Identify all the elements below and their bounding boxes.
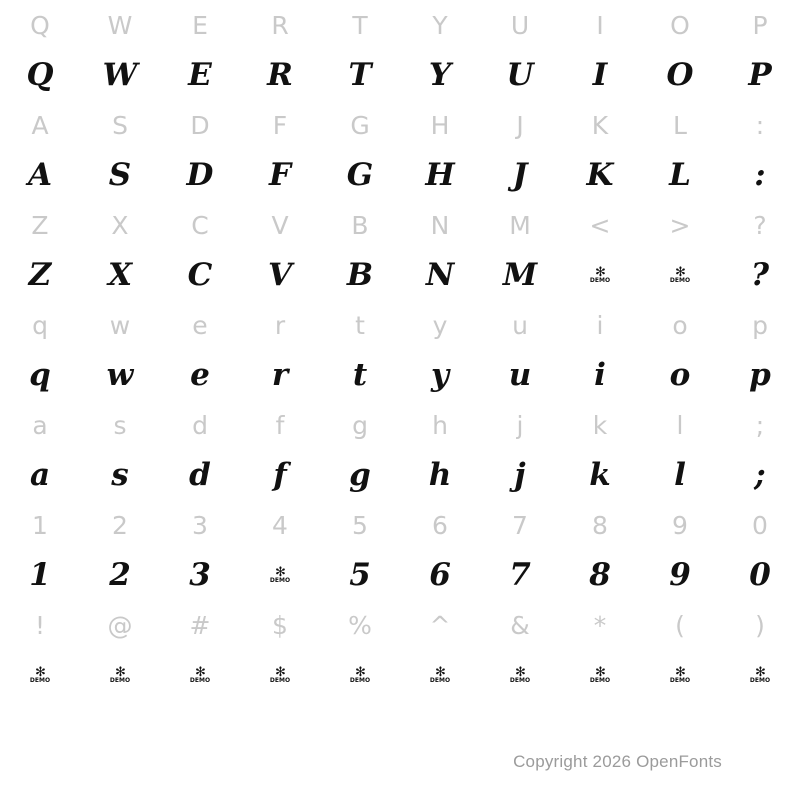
demo-label: DEMO	[349, 677, 371, 684]
key-label: (	[675, 610, 685, 640]
specimen-glyph-row	[0, 446, 800, 504]
flower-demo-icon	[590, 666, 610, 684]
key-label: g	[352, 410, 368, 440]
demo-watermark-glyph	[320, 646, 400, 704]
rendered-glyph: Z	[28, 256, 52, 293]
specimen-row-pair	[0, 4, 800, 104]
specimen-row-pair	[0, 304, 800, 404]
rendered-glyph: Y	[428, 56, 452, 93]
rendered-glyph: W	[102, 56, 138, 93]
key-label: d	[192, 410, 208, 440]
demo-label: DEMO	[749, 677, 771, 684]
specimen-row-pair	[0, 204, 800, 304]
key-label: :	[755, 110, 765, 140]
demo-label: DEMO	[269, 677, 291, 684]
flower-demo-icon	[270, 566, 290, 584]
demo-watermark-glyph	[400, 646, 480, 704]
rendered-glyph: r	[271, 356, 289, 393]
rendered-glyph: w	[106, 356, 134, 393]
specimen-row-pair	[0, 404, 800, 504]
flower-demo-icon	[270, 666, 290, 684]
key-label: f	[275, 410, 285, 440]
rendered-glyph: U	[506, 56, 534, 93]
key-label: 3	[192, 510, 208, 540]
demo-label: DEMO	[669, 677, 691, 684]
rendered-glyph: B	[346, 256, 374, 293]
rendered-glyph: M	[502, 256, 538, 293]
rendered-glyph: l	[674, 456, 686, 493]
key-label: j	[516, 410, 524, 440]
key-label: Z	[31, 210, 49, 240]
rendered-glyph: e	[190, 356, 210, 393]
specimen-glyph-row	[0, 146, 800, 204]
rendered-glyph: T	[348, 56, 372, 93]
rendered-glyph: D	[186, 156, 214, 193]
flower-icon: ✻	[275, 665, 285, 680]
demo-watermark-glyph	[480, 646, 560, 704]
key-label: #	[189, 610, 211, 640]
key-label: p	[752, 310, 768, 340]
demo-watermark-glyph	[560, 646, 640, 704]
flower-demo-icon	[670, 266, 690, 284]
specimen-row-pair	[0, 104, 800, 204]
key-label: 1	[32, 510, 48, 540]
rendered-glyph: q	[29, 356, 51, 393]
rendered-glyph: 5	[349, 556, 371, 593]
flower-demo-icon	[30, 666, 50, 684]
demo-label: DEMO	[189, 677, 211, 684]
flower-icon: ✻	[435, 665, 445, 680]
flower-demo-icon	[670, 666, 690, 684]
rendered-glyph: 1	[29, 556, 51, 593]
specimen-glyph-row	[0, 546, 800, 604]
rendered-glyph: j	[514, 456, 526, 493]
rendered-glyph: G	[346, 156, 374, 193]
key-label: !	[34, 610, 46, 640]
rendered-glyph: K	[586, 156, 614, 193]
key-label: y	[432, 310, 448, 340]
rendered-glyph: A	[27, 156, 53, 193]
demo-label: DEMO	[269, 577, 291, 584]
key-label: K	[591, 110, 609, 140]
key-label: V	[271, 210, 289, 240]
key-label: t	[355, 310, 365, 340]
key-label: q	[32, 310, 48, 340]
key-label: O	[670, 10, 690, 40]
specimen-key-row	[0, 504, 800, 546]
demo-watermark-glyph	[240, 546, 320, 604]
rendered-glyph: X	[107, 256, 133, 293]
key-label: C	[191, 210, 209, 240]
key-label: 2	[112, 510, 128, 540]
flower-icon: ✻	[515, 665, 525, 680]
demo-label: DEMO	[589, 677, 611, 684]
key-label: F	[272, 110, 288, 140]
key-label: D	[190, 110, 210, 140]
demo-watermark-glyph	[560, 246, 640, 304]
specimen-key-row	[0, 304, 800, 346]
key-label: 6	[432, 510, 448, 540]
key-label: L	[673, 110, 687, 140]
specimen-row-pair	[0, 504, 800, 604]
key-label: o	[672, 310, 688, 340]
flower-icon: ✻	[115, 665, 125, 680]
demo-label: DEMO	[109, 677, 131, 684]
demo-label: DEMO	[589, 277, 611, 284]
specimen-glyph-row	[0, 646, 800, 704]
rendered-glyph: V	[267, 256, 293, 293]
key-label: %	[348, 610, 372, 640]
rendered-glyph: o	[669, 356, 691, 393]
key-label: >	[669, 210, 691, 240]
flower-icon: ✻	[595, 665, 605, 680]
flower-icon: ✻	[755, 665, 765, 680]
key-label: 9	[672, 510, 688, 540]
rendered-glyph: C	[187, 256, 213, 293]
key-label: <	[589, 210, 611, 240]
flower-icon: ✻	[675, 665, 685, 680]
rendered-glyph: d	[189, 456, 211, 493]
demo-label: DEMO	[669, 277, 691, 284]
flower-icon: ✻	[355, 665, 365, 680]
key-label: E	[192, 10, 208, 40]
rendered-glyph: I	[592, 56, 608, 93]
specimen-row-pair	[0, 604, 800, 704]
rendered-glyph: H	[425, 156, 455, 193]
rendered-glyph: f	[273, 456, 287, 493]
key-label: Y	[432, 10, 448, 40]
key-label: 7	[512, 510, 528, 540]
rendered-glyph: 0	[749, 556, 771, 593]
rendered-glyph: g	[349, 456, 371, 493]
rendered-glyph: a	[29, 456, 51, 493]
key-label: W	[107, 10, 133, 40]
rendered-glyph: 2	[109, 556, 131, 593]
key-label: P	[752, 10, 768, 40]
demo-label: DEMO	[429, 677, 451, 684]
rendered-glyph: 8	[589, 556, 611, 593]
key-label: X	[111, 210, 129, 240]
key-label: Q	[30, 10, 50, 40]
key-label: r	[274, 310, 286, 340]
demo-watermark-glyph	[720, 646, 800, 704]
key-label: T	[352, 10, 368, 40]
key-label: @	[107, 610, 133, 640]
demo-watermark-glyph	[0, 646, 80, 704]
rendered-glyph: 3	[189, 556, 211, 593]
specimen-glyph-row	[0, 46, 800, 104]
rendered-glyph: P	[748, 56, 772, 93]
rendered-glyph: 9	[669, 556, 691, 593]
rendered-glyph: y	[430, 356, 449, 393]
rendered-glyph: Q	[26, 56, 54, 93]
flower-icon: ✻	[35, 665, 45, 680]
key-label: 0	[752, 510, 768, 540]
key-label: s	[113, 410, 127, 440]
specimen-glyph-row	[0, 346, 800, 404]
rendered-glyph: :	[754, 156, 766, 193]
demo-watermark-glyph	[240, 646, 320, 704]
key-label: w	[109, 310, 131, 340]
rendered-glyph: p	[749, 356, 771, 393]
key-label: $	[272, 610, 288, 640]
rendered-glyph: i	[594, 356, 606, 393]
rendered-glyph: E	[188, 56, 212, 93]
key-label: a	[32, 410, 48, 440]
rendered-glyph: 6	[429, 556, 451, 593]
key-label: 4	[272, 510, 288, 540]
demo-watermark-glyph	[80, 646, 160, 704]
key-label: I	[596, 10, 604, 40]
rendered-glyph: R	[267, 56, 293, 93]
specimen-key-row	[0, 204, 800, 246]
flower-icon: ✻	[675, 265, 685, 280]
copyright-notice: Copyright 2026 OpenFonts	[513, 752, 722, 771]
rendered-glyph: O	[666, 56, 694, 93]
key-label: *	[593, 610, 607, 640]
key-label: J	[516, 110, 524, 140]
rendered-glyph: k	[589, 456, 611, 493]
flower-demo-icon	[590, 266, 610, 284]
rendered-glyph: ;	[754, 456, 766, 493]
key-label: h	[432, 410, 448, 440]
rendered-glyph: t	[352, 356, 368, 393]
specimen-key-row	[0, 104, 800, 146]
flower-demo-icon	[110, 666, 130, 684]
rendered-glyph: s	[111, 456, 129, 493]
key-label: A	[31, 110, 49, 140]
key-label: ;	[755, 410, 765, 440]
demo-label: DEMO	[509, 677, 531, 684]
flower-demo-icon	[430, 666, 450, 684]
key-label: e	[192, 310, 208, 340]
flower-icon: ✻	[275, 565, 285, 580]
key-label: ?	[753, 210, 767, 240]
rendered-glyph: L	[669, 156, 691, 193]
flower-demo-icon	[750, 666, 770, 684]
rendered-glyph: J	[512, 156, 528, 193]
flower-icon: ✻	[595, 265, 605, 280]
key-label: l	[676, 410, 684, 440]
demo-watermark-glyph	[640, 646, 720, 704]
key-label: H	[430, 110, 450, 140]
rendered-glyph: 7	[509, 556, 531, 593]
rendered-glyph: ?	[750, 256, 770, 293]
key-label: ^	[429, 610, 451, 640]
demo-label: DEMO	[29, 677, 51, 684]
flower-demo-icon	[350, 666, 370, 684]
key-label: &	[510, 610, 530, 640]
specimen-glyph-row	[0, 246, 800, 304]
key-label: 8	[592, 510, 608, 540]
key-label: i	[596, 310, 604, 340]
key-label: k	[592, 410, 608, 440]
specimen-key-row	[0, 404, 800, 446]
demo-watermark-glyph	[640, 246, 720, 304]
key-label: R	[271, 10, 289, 40]
key-label: G	[350, 110, 370, 140]
rendered-glyph: N	[425, 256, 455, 293]
specimen-key-row	[0, 4, 800, 46]
key-label: N	[430, 210, 450, 240]
key-label: S	[112, 110, 128, 140]
key-label: u	[512, 310, 528, 340]
flower-demo-icon	[190, 666, 210, 684]
rendered-glyph: u	[508, 356, 532, 393]
key-label: U	[510, 10, 530, 40]
key-label: B	[351, 210, 369, 240]
flower-icon: ✻	[195, 665, 205, 680]
rendered-glyph: h	[428, 456, 452, 493]
specimen-key-row	[0, 604, 800, 646]
demo-watermark-glyph	[160, 646, 240, 704]
key-label: 5	[352, 510, 368, 540]
key-label: M	[509, 210, 531, 240]
rendered-glyph: S	[108, 156, 132, 193]
flower-demo-icon	[510, 666, 530, 684]
key-label: )	[755, 610, 765, 640]
rendered-glyph: F	[268, 156, 291, 193]
